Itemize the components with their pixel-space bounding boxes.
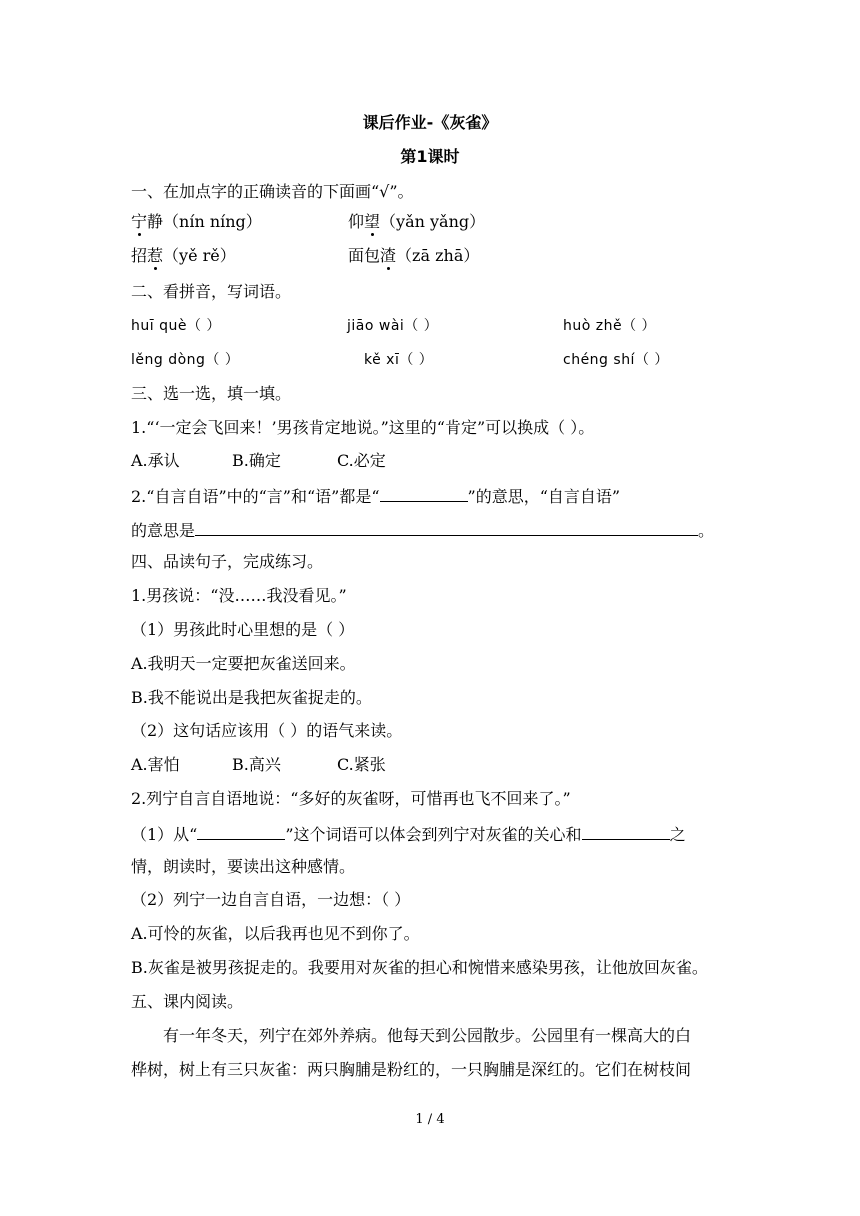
s4-q1-sub-1: （1）男孩此时心里想的是（ ）: [131, 620, 355, 639]
page-title: 课后作业-《灰雀》: [362, 113, 498, 132]
word-blank-5: kě xī（ ）: [364, 352, 434, 368]
word-blank-4: lěng dòng（ ）: [131, 352, 240, 368]
section-1-heading: 一、在加点字的正确读音的下面画“√”。: [131, 182, 414, 201]
section-2-heading: 二、看拼音，写词语。: [131, 282, 292, 301]
s4-q1-sub-1-b: B.我不能说出是我把灰雀捉走的。: [131, 688, 372, 707]
answer-blank[interactable]: [582, 823, 670, 840]
s3-question-2: 2.“自言自语”中的“言”和“语”都是“ ”的意思，“自言自语”: [131, 487, 621, 506]
word-blank-3: huò zhě（ ）: [563, 318, 657, 334]
s4-q2-sub-2-b: B.灰雀是被男孩捉走的。我要用对灰雀的担心和惋惜来感染男孩，让他放回灰雀。: [131, 958, 708, 977]
pinyin-item-4: 面包渣（zā zhā）: [348, 246, 480, 265]
pinyin-item-3: 招惹（yě rě）: [131, 246, 236, 265]
s3-question-2-cont: 的意思是 。: [131, 521, 715, 540]
s4-question-1: 1.男孩说：“没……我没看见。”: [131, 586, 347, 605]
lesson-subtitle: 第1课时: [400, 147, 460, 166]
reading-paragraph-line-1: 有一年冬天，列宁在郊外养病。他每天到公园散步。公园里有一棵高大的白: [163, 1026, 692, 1045]
page-number: 1 / 4: [415, 1112, 445, 1127]
section-5-heading: 五、课内阅读。: [131, 992, 244, 1011]
s4-q2-sub-1: （1）从“ ”这个词语可以体会到列宁对灰雀的关心和 之: [131, 825, 686, 844]
word-blank-1: huī què（ ）: [131, 318, 221, 334]
s4-question-2: 2.列宁自言自语地说：“多好的灰雀呀，可惜再也飞不回来了。”: [131, 789, 571, 808]
answer-blank[interactable]: [380, 485, 468, 502]
pinyin-item-2: 仰望（yǎn yǎng）: [348, 212, 486, 231]
s3-question-1: 1.“‘一定会飞回来！’男孩肯定地说。”这里的“肯定”可以换成（ ）。: [131, 418, 595, 437]
pinyin-item-1: 宁静（nín níng）: [131, 212, 262, 231]
s4-q1-sub-2: （2）这句话应该用（ ）的语气来读。: [131, 721, 403, 740]
section-4-heading: 四、品读句子，完成练习。: [131, 552, 324, 571]
s4-q1-sub-1-a: A.我明天一定要把灰雀送回来。: [131, 654, 356, 673]
answer-blank[interactable]: [195, 519, 698, 536]
reading-paragraph-line-2: 桦树，树上有三只灰雀：两只胸脯是粉红的，一只胸脯是深红的。它们在树枝间: [131, 1060, 692, 1079]
s4-q2-sub-2: （2）列宁一边自言自语，一边想：（ ）: [131, 890, 411, 909]
answer-blank[interactable]: [197, 823, 285, 840]
s4-q2-sub-2-a: A.可怜的灰雀，以后我再也见不到你了。: [131, 924, 420, 943]
word-blank-6: chéng shí（ ）: [563, 352, 669, 368]
section-3-heading: 三、选一选，填一填。: [131, 384, 292, 403]
word-blank-2: jiāo wài（ ）: [347, 318, 439, 334]
s4-q2-sub-1-cont: 情，朗读时，要读出这种感情。: [131, 857, 356, 876]
